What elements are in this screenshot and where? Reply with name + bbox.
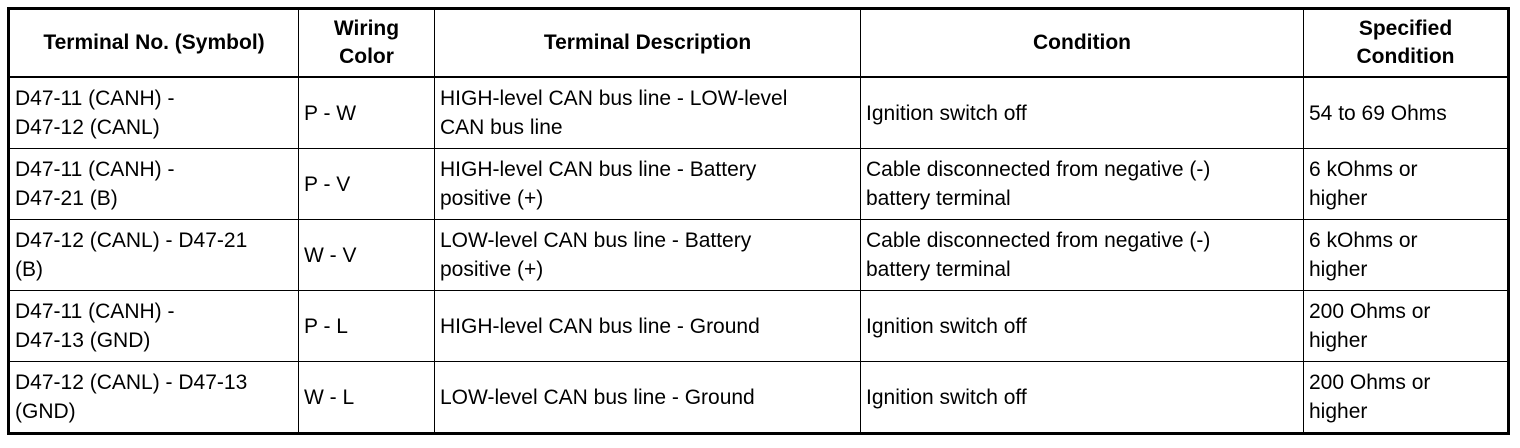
header-row: [9, 9, 1509, 78]
specified-condition-cell: [1304, 77, 1509, 149]
condition-cell: [861, 77, 1304, 149]
terminal-cell: [9, 77, 299, 149]
condition-cell: [861, 291, 1304, 362]
cell-line: positive (+): [440, 258, 544, 281]
cell-line: Ignition switch off: [866, 101, 1027, 125]
terminal-description-cell: [435, 77, 861, 149]
cell-line: D47-12 (CANL) - D47-21: [15, 229, 248, 252]
specified-condition-cell: [1304, 149, 1509, 220]
terminal-cell: [9, 291, 299, 362]
cell-line: Ignition switch off: [866, 314, 1027, 338]
cell-line: D47-12 (CANL): [15, 116, 160, 139]
header-terminal-no-line-1: Terminal No. (Symbol): [43, 31, 265, 54]
wiring-color-cell: [299, 220, 435, 291]
cell-line: D47-21 (B): [15, 187, 118, 210]
header-wiring-color-line-2: Color: [339, 45, 394, 68]
specified-condition-cell: [1304, 362, 1509, 434]
cell-line: battery terminal: [866, 258, 1011, 281]
cell-line: CAN bus line: [440, 116, 563, 139]
cell-line: D47-11 (CANH) -: [15, 158, 175, 181]
condition-cell: [861, 220, 1304, 291]
cell-line: battery terminal: [866, 187, 1011, 210]
wiring-color-cell: [299, 149, 435, 220]
header-terminal-no: [9, 9, 299, 78]
wiring-color-cell: [299, 362, 435, 434]
terminal-cell: [9, 362, 299, 434]
cell-line: D47-12 (CANL) - D47-13: [15, 371, 248, 394]
cell-line: D47-11 (CANH) -: [15, 87, 175, 110]
cell-line: Ignition switch off: [866, 385, 1027, 409]
terminal-description-cell: [435, 362, 861, 434]
wiring-color-cell: [299, 291, 435, 362]
table-row: [9, 149, 1509, 220]
terminal-description-cell: [435, 220, 861, 291]
cell-line: 6 kOhms or: [1309, 158, 1418, 181]
header-wiring-color: [299, 9, 435, 78]
cell-line: higher: [1309, 258, 1368, 281]
table-row: [9, 291, 1509, 362]
header-specified-condition-line-1: Specified: [1358, 17, 1453, 40]
cell-line: LOW-level CAN bus line - Ground: [440, 385, 755, 409]
terminal-cell: [9, 220, 299, 291]
cell-line: HIGH-level CAN bus line - LOW-level: [440, 87, 788, 110]
cell-line: D47-13 (GND): [15, 329, 151, 352]
table-row: [9, 362, 1509, 434]
specified-condition-cell: [1304, 220, 1509, 291]
table-row: [9, 77, 1509, 149]
cell-line: higher: [1309, 329, 1368, 352]
cell-line: 54 to 69 Ohms: [1309, 101, 1447, 125]
cell-line: P - W: [304, 101, 357, 125]
specified-condition-cell: [1304, 291, 1509, 362]
cell-line: 200 Ohms or: [1309, 371, 1431, 394]
cell-line: P - L: [304, 314, 348, 338]
condition-cell: [861, 149, 1304, 220]
terminal-spec-table-wrapper: [7, 7, 1507, 435]
table-row: [9, 220, 1509, 291]
header-condition-line-1: Condition: [1033, 31, 1131, 54]
cell-line: Cable disconnected from negative (-): [866, 229, 1211, 252]
cell-line: W - L: [304, 385, 355, 409]
header-condition: [861, 9, 1304, 78]
terminal-description-cell: [435, 149, 861, 220]
cell-line: HIGH-level CAN bus line - Ground: [440, 314, 760, 338]
cell-line: (B): [15, 258, 43, 281]
cell-line: positive (+): [440, 187, 544, 210]
cell-line: Cable disconnected from negative (-): [866, 158, 1211, 181]
terminal-description-cell: [435, 291, 861, 362]
cell-line: higher: [1309, 400, 1368, 423]
cell-line: (GND): [15, 400, 76, 423]
cell-line: 6 kOhms or: [1309, 229, 1418, 252]
header-terminal-description-line-1: Terminal Description: [543, 31, 752, 54]
header-wiring-color-line-1: Wiring: [333, 17, 400, 40]
header-terminal-description: [435, 9, 861, 78]
cell-line: HIGH-level CAN bus line - Battery: [440, 158, 757, 181]
cell-line: D47-11 (CANH) -: [15, 300, 175, 323]
terminal-cell: [9, 149, 299, 220]
header-specified-condition: [1304, 9, 1509, 78]
cell-line: W - V: [304, 243, 357, 267]
terminal-spec-table: [7, 7, 1510, 435]
cell-line: P - V: [304, 172, 351, 196]
wiring-color-cell: [299, 77, 435, 149]
condition-cell: [861, 362, 1304, 434]
header-specified-condition-line-2: Condition: [1356, 45, 1455, 68]
cell-line: higher: [1309, 187, 1368, 210]
cell-line: LOW-level CAN bus line - Battery: [440, 229, 752, 252]
cell-line: 200 Ohms or: [1309, 300, 1431, 323]
